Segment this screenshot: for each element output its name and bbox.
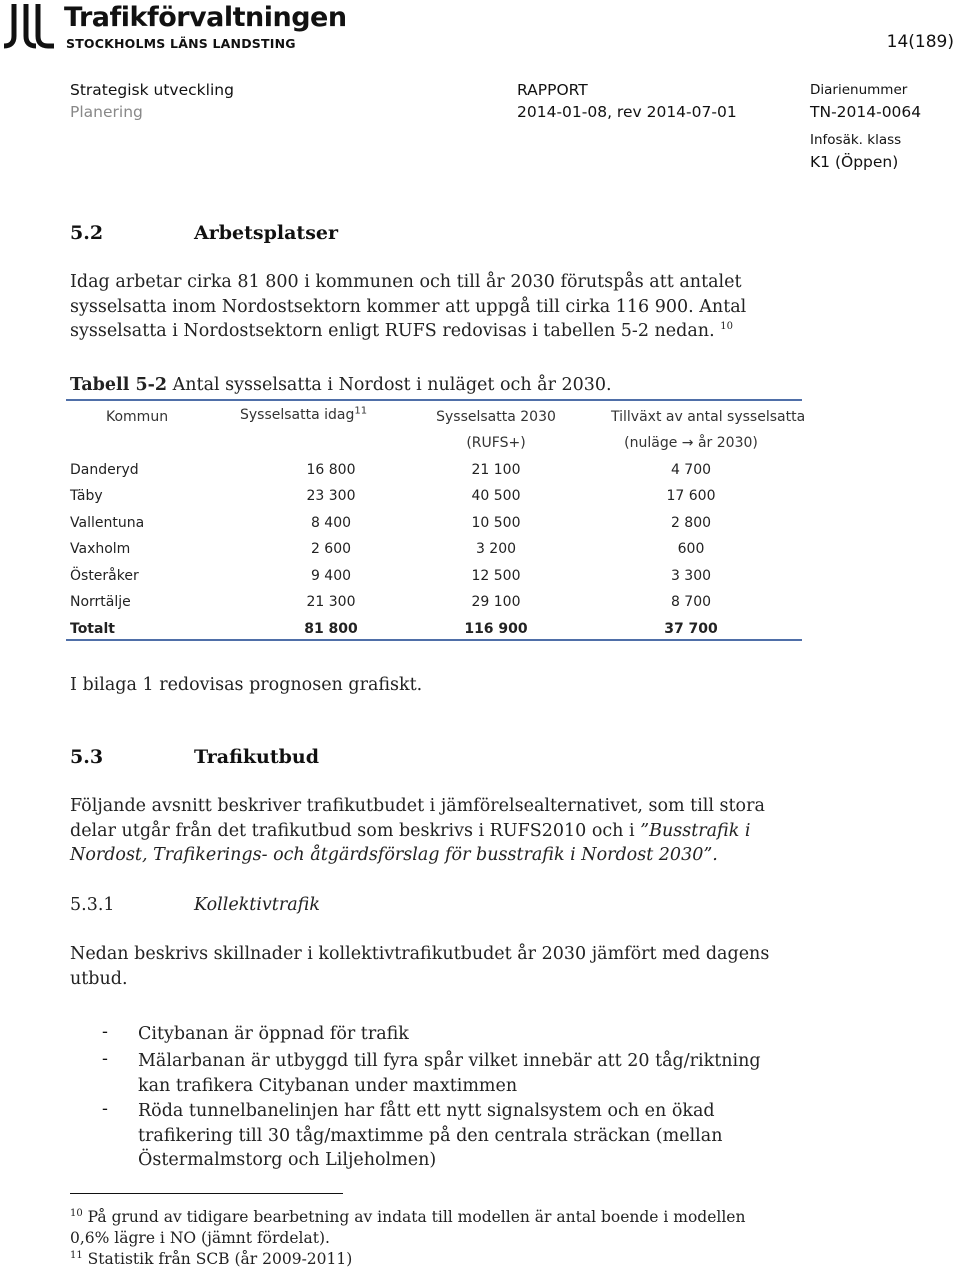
paragraph-line: sysselsatta i Nordostsektorn enligt RUFS redovisas i tabellen 5-2 nedan. [70, 321, 715, 341]
row-today: 2 600 [310, 541, 352, 557]
header-growth-sub: (nuläge → år 2030) [624, 435, 758, 451]
section-5-3-1-number: 5.3.1 [70, 895, 115, 915]
section-5-2-paragraph [70, 270, 830, 344]
total-today: 81 800 [304, 621, 358, 637]
row-name: Vallentuna [70, 515, 145, 531]
paragraph-line: utbud. [70, 968, 128, 989]
paragraph-line: Idag arbetar cirka 81 800 i kommunen och till år 2030 förutspås att antalet [70, 272, 742, 292]
total-growth: 37 700 [664, 621, 718, 637]
org-subtitle: STOCKHOLMS LÄNS LANDSTING [66, 36, 296, 51]
row-name: Danderyd [70, 462, 139, 478]
footnote-text: 0,6% lägre i NO (jämnt fördelat). [70, 1229, 330, 1247]
list-dash: - [102, 1022, 108, 1042]
section-5-3-title: Trafikutbud [194, 746, 320, 768]
total-2030: 116 900 [464, 621, 528, 637]
header-2030: Sysselsatta 2030 [436, 409, 556, 425]
registry-label: Diarienummer [810, 82, 908, 98]
footnote-separator [70, 1193, 343, 1194]
row-growth: 4 700 [670, 462, 712, 478]
header-department-block [70, 79, 234, 123]
total-name: Totalt [70, 621, 115, 637]
row-growth: 17 600 [666, 488, 716, 504]
document-type: RAPPORT [517, 81, 588, 99]
table-caption-text: Antal sysselsatta i Nordost i nuläget och år 2030. [167, 375, 612, 395]
table-top-rule [66, 399, 802, 401]
list-text: Mälarbanan är utbyggd till fyra spår vilket innebär att 20 tåg/riktning kan trafikera Citybanan under maxtimmen [138, 1051, 761, 1096]
table-bottom-rule [66, 639, 802, 641]
paragraph-line: Nedan beskrivs skillnader i kollektivtrafikutbudet år 2030 jämfört med dagens [70, 944, 770, 964]
section-5-2-title: Arbetsplatser [194, 222, 338, 244]
footnote-10 [70, 1207, 890, 1249]
row-name: Norrtälje [70, 594, 131, 610]
row-2030: 3 200 [475, 541, 517, 557]
list-text: Röda tunnelbanelinjen har fått ett nytt signalsystem och en ökad trafikering till 30 tåg/maxtimme på den centrala sträckan (mellan Östermalmstorg och Liljeholmen) [138, 1101, 723, 1170]
section-5-3-number: 5.3 [70, 746, 104, 768]
row-2030: 29 100 [471, 594, 521, 610]
footnote-11 [70, 1249, 890, 1270]
list-dash: - [102, 1049, 108, 1069]
paragraph-line: Följande avsnitt beskriver trafikutbudet i jämförelsealternativet, som till stora [70, 796, 765, 816]
header-2030-sub: (RUFS+) [466, 435, 526, 451]
sll-logo-icon [0, 2, 56, 50]
table-caption-label: Tabell 5-2 [70, 375, 168, 395]
org-name: Trafikförvaltningen [64, 2, 347, 33]
row-2030: 21 100 [471, 462, 521, 478]
row-today: 23 300 [306, 488, 356, 504]
row-2030: 40 500 [471, 488, 521, 504]
header-today-label: Sysselsatta idag [240, 407, 355, 423]
header-registry-block [810, 79, 921, 173]
paragraph-line: I bilaga 1 redovisas prognosen grafiskt. [70, 675, 423, 695]
reference-title-cont: Nordost, Trafikerings- och åtgärdsförslag för busstrafik i Nordost 2030 [70, 845, 704, 865]
footnote-ref-10[interactable]: 10 [720, 321, 733, 333]
row-today: 21 300 [306, 594, 356, 610]
footnote-ref-11[interactable]: 11 [354, 405, 368, 417]
section-5-3-1-paragraph [70, 942, 830, 991]
list-dash: - [102, 1099, 108, 1119]
paragraph-line: delar utgår från det trafikutbud som beskrivs i RUFS2010 och i [70, 820, 641, 841]
header-report-block [517, 79, 737, 123]
header-today [240, 407, 367, 423]
unit: Planering [70, 103, 143, 121]
row-today: 8 400 [310, 515, 352, 531]
row-2030: 12 500 [471, 568, 521, 584]
row-name: Täby [70, 488, 103, 504]
row-name: Vaxholm [70, 541, 131, 557]
section-5-3-1-title: Kollektivtrafik [194, 895, 320, 915]
row-name: Österåker [70, 568, 139, 584]
classification-label: Infosäk. klass [810, 132, 902, 148]
table-caption [70, 375, 612, 395]
section-5-3-paragraph [70, 794, 830, 868]
reference-title: ”Busstrafik i [640, 820, 751, 841]
footnote-text: På grund av tidigare bearbetning av indata till modellen är antal boende i modellen [87, 1208, 746, 1226]
row-2030: 10 500 [471, 515, 521, 531]
header-kommun: Kommun [106, 409, 169, 425]
row-growth: 2 800 [670, 515, 712, 531]
department: Strategisk utveckling [70, 81, 234, 99]
row-growth: 8 700 [670, 594, 712, 610]
after-table-text [70, 673, 830, 698]
section-5-2-number: 5.2 [70, 222, 104, 244]
row-today: 16 800 [306, 462, 356, 478]
document-date: 2014-01-08, rev 2014-07-01 [517, 103, 737, 121]
footnote-number: 10 [70, 1207, 83, 1219]
page-number: 14(189) [886, 32, 954, 52]
reference-title-end: ”. [703, 845, 718, 865]
row-today: 9 400 [310, 568, 352, 584]
list-text: Citybanan är öppnad för trafik [138, 1024, 409, 1044]
footnote-text: Statistik från SCB (år 2009-2011) [87, 1250, 353, 1268]
row-growth: 600 [677, 541, 705, 557]
footnote-number: 11 [70, 1249, 83, 1261]
paragraph-line: sysselsatta inom Nordostsektorn kommer att uppgå till cirka 116 900. Antal [70, 296, 747, 317]
classification-value: K1 (Öppen) [810, 153, 899, 171]
row-growth: 3 300 [670, 568, 712, 584]
header-growth: Tillväxt av antal sysselsatta [611, 409, 806, 425]
registry-number: TN-2014-0064 [810, 103, 922, 121]
employment-table [66, 399, 806, 643]
